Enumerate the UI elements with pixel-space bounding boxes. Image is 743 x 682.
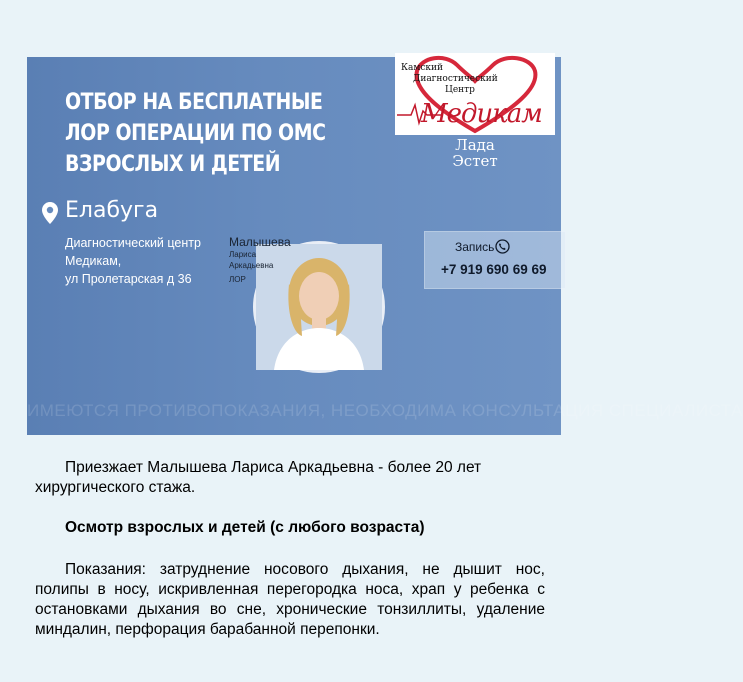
logo-line-3: Центр bbox=[445, 85, 475, 95]
doctor-label bbox=[229, 235, 291, 285]
contact-label: Запись bbox=[455, 240, 495, 254]
clinic-logo bbox=[395, 53, 555, 135]
contact-phone-link[interactable]: +7 919 690 69 69 bbox=[441, 262, 547, 277]
address-line-3: ул Пролетарская д 36 bbox=[65, 272, 192, 286]
address-line-1: Диагностический центр bbox=[65, 236, 201, 250]
doctor-surname: Малышева bbox=[229, 235, 291, 249]
logo-line-2: Диагностический bbox=[413, 74, 498, 84]
doctor-patronymic: Аркадьевна bbox=[229, 261, 274, 270]
contraindications-warning: ИМЕЮТСЯ ПРОТИВОПОКАЗАНИЯ, НЕОБХОДИМА КОНСУЛЬТАЦИЯ СПЕЦИАЛИСТА bbox=[27, 401, 743, 420]
phone-icon bbox=[495, 239, 510, 254]
contact-box bbox=[424, 231, 566, 289]
headline-line-2: ЛОР ОПЕРАЦИИ ПО ОМС bbox=[65, 121, 326, 146]
intro-paragraph: Приезжает Малышева Лариса Аркадьевна - более 20 лет хирургического стажа. bbox=[35, 459, 482, 496]
headline-line-1: ОТБОР НА БЕСПЛАТНЫЕ bbox=[65, 90, 323, 115]
banner-headline bbox=[65, 87, 326, 180]
estet-text: Эстет bbox=[452, 152, 498, 170]
indications-paragraph: Показания: затруднение носового дыхания, не дышит нос, полипы в носу, искривленная перегородка носа, храп у ребенка с остановками дыхания во сне, хронические тонзиллиты, удаление миндалин, перфорация барабанной перепонки. bbox=[35, 561, 545, 638]
promo-banner bbox=[27, 57, 743, 435]
lada-text: Лада bbox=[455, 136, 495, 154]
lada-estet-label bbox=[425, 137, 525, 169]
clinic-address bbox=[65, 234, 201, 288]
address-line-2: Медикам, bbox=[65, 254, 122, 268]
headline-line-3: ВЗРОСЛЫХ И ДЕТЕЙ bbox=[65, 152, 281, 177]
logo-brand: Медикам bbox=[421, 99, 542, 129]
doctor-first-name: Лариса bbox=[229, 250, 257, 259]
doctor-specialty: ЛОР bbox=[229, 275, 246, 284]
city-name: Елабуга bbox=[65, 198, 159, 223]
logo-line-1: Камский bbox=[401, 63, 443, 73]
subheading: Осмотр взрослых и детей (с любого возраста) bbox=[65, 519, 425, 536]
location-pin-icon bbox=[42, 202, 58, 224]
